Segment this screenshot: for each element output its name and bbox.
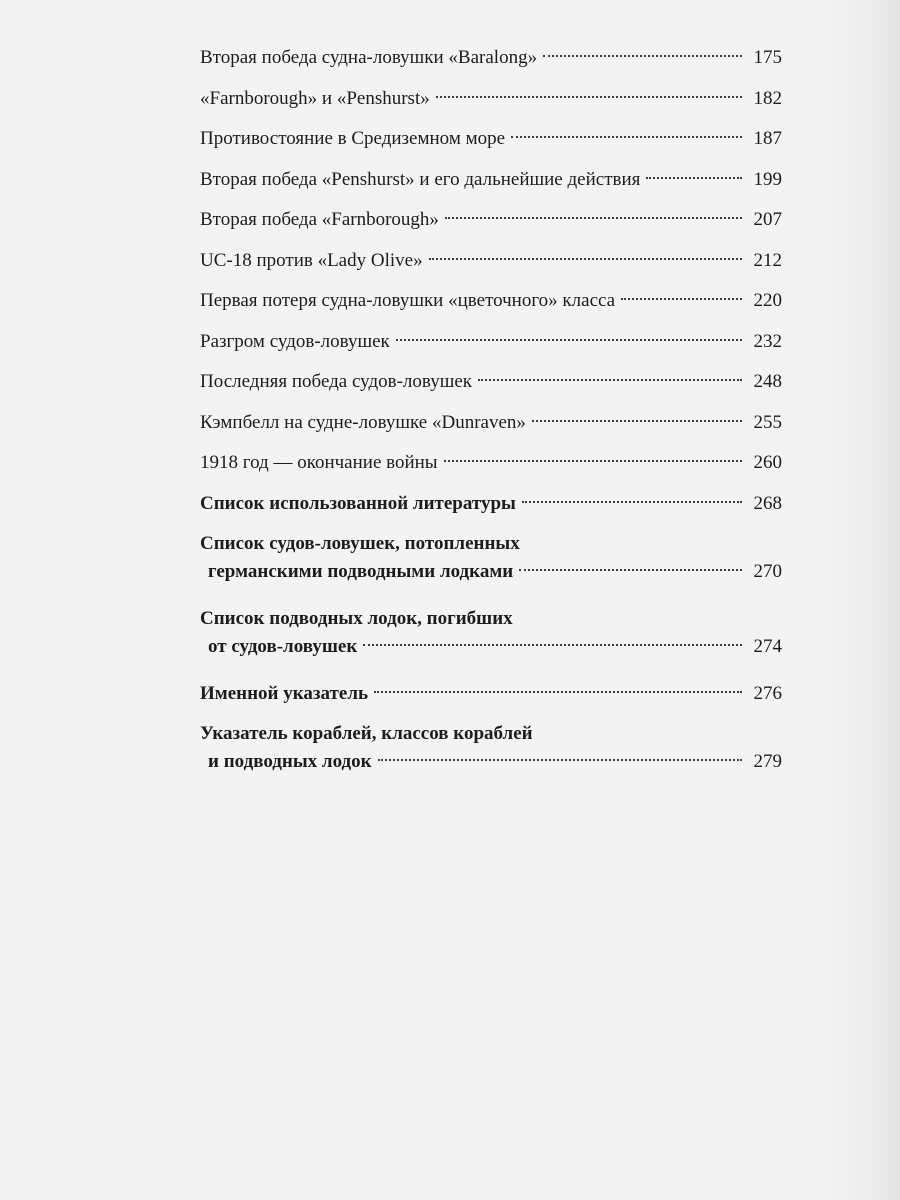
toc-section-title-cont: и подводных лодок xyxy=(208,750,372,772)
dot-leader xyxy=(436,96,742,98)
toc-entry-title: Разгром судов-ловушек xyxy=(200,330,390,352)
dot-leader xyxy=(478,379,742,381)
toc-section-page: 276 xyxy=(753,682,782,704)
toc-entry-page: 187 xyxy=(753,128,782,149)
dot-leader xyxy=(511,136,742,138)
toc-entry xyxy=(200,85,782,126)
dot-leader xyxy=(374,691,742,693)
toc-entry-title: Вторая победа «Penshurst» и его дальнейшие действия xyxy=(200,168,641,190)
toc-entry xyxy=(200,449,782,490)
toc-entry-page: 220 xyxy=(753,290,782,311)
toc-section-title-cont: от судов-ловушек xyxy=(208,635,358,657)
toc-entry xyxy=(200,166,782,207)
toc-section-entry xyxy=(200,530,782,605)
table-of-contents xyxy=(200,44,782,795)
toc-section-page: 274 xyxy=(753,635,782,657)
toc-entry-title: «Farnborough» и «Penshurst» xyxy=(200,87,430,109)
toc-entry xyxy=(200,409,782,450)
toc-entry-page: 207 xyxy=(753,209,782,230)
toc-section-title: Список использованной литературы xyxy=(200,492,516,514)
dot-leader xyxy=(646,177,742,179)
toc-section-entry xyxy=(200,680,782,720)
toc-entry-page: 248 xyxy=(753,371,782,392)
toc-entry xyxy=(200,328,782,369)
toc-entry-title: 1918 год — окончание войны xyxy=(200,452,438,473)
toc-entry xyxy=(200,206,782,247)
toc-section-page: 279 xyxy=(753,750,782,772)
toc-entry-title: UC-18 против «Lady Olive» xyxy=(200,249,423,271)
toc-entry-title: Последняя победа судов-ловушек xyxy=(200,371,473,392)
toc-entry-page: 255 xyxy=(753,411,782,433)
toc-section-title: Именной указатель xyxy=(200,682,369,704)
toc-section-page: 270 xyxy=(753,560,782,582)
toc-section-page: 268 xyxy=(753,492,782,514)
dot-leader xyxy=(543,55,742,57)
toc-section-entry xyxy=(200,490,782,530)
toc-entry-page: 175 xyxy=(753,47,782,68)
toc-entry xyxy=(200,44,782,85)
toc-entry-title: Первая потеря судна-ловушки «цветочного» класса xyxy=(200,290,616,311)
toc-entry xyxy=(200,368,782,409)
dot-leader xyxy=(363,644,742,646)
toc-section-title: Список судов-ловушек, потопленных xyxy=(200,532,520,554)
toc-section-title-cont: германскими подводными лодками xyxy=(208,560,514,582)
dot-leader xyxy=(445,217,742,219)
toc-entry-page: 212 xyxy=(753,249,782,271)
dot-leader xyxy=(378,759,742,761)
dot-leader xyxy=(621,298,742,300)
toc-section-title: Список подводных лодок, погибших xyxy=(200,607,513,629)
toc-entry-title: Кэмпбелл на судне-ловушке «Dunraven» xyxy=(200,411,526,433)
toc-entry xyxy=(200,247,782,288)
dot-leader xyxy=(396,339,742,341)
dot-leader xyxy=(519,569,742,571)
toc-entry xyxy=(200,125,782,166)
dot-leader xyxy=(532,420,742,422)
toc-entry-title: Вторая победа судна-ловушки «Baralong» xyxy=(200,47,538,68)
toc-entry-title: Противостояние в Средиземном море xyxy=(200,128,506,149)
toc-entry-page: 182 xyxy=(753,87,782,109)
dot-leader xyxy=(444,460,742,462)
toc-entry-title: Вторая победа «Farnborough» xyxy=(200,209,439,230)
toc-section-entry xyxy=(200,720,782,795)
toc-section-entry xyxy=(200,605,782,680)
dot-leader xyxy=(429,258,742,260)
dot-leader xyxy=(522,501,742,503)
toc-entry-page: 232 xyxy=(753,330,782,352)
page-edge-shadow xyxy=(822,0,900,1200)
toc-entry xyxy=(200,287,782,328)
toc-section-title: Указатель кораблей, классов кораблей xyxy=(200,722,533,744)
toc-entry-page: 199 xyxy=(753,168,782,190)
toc-entry-page: 260 xyxy=(753,452,782,473)
